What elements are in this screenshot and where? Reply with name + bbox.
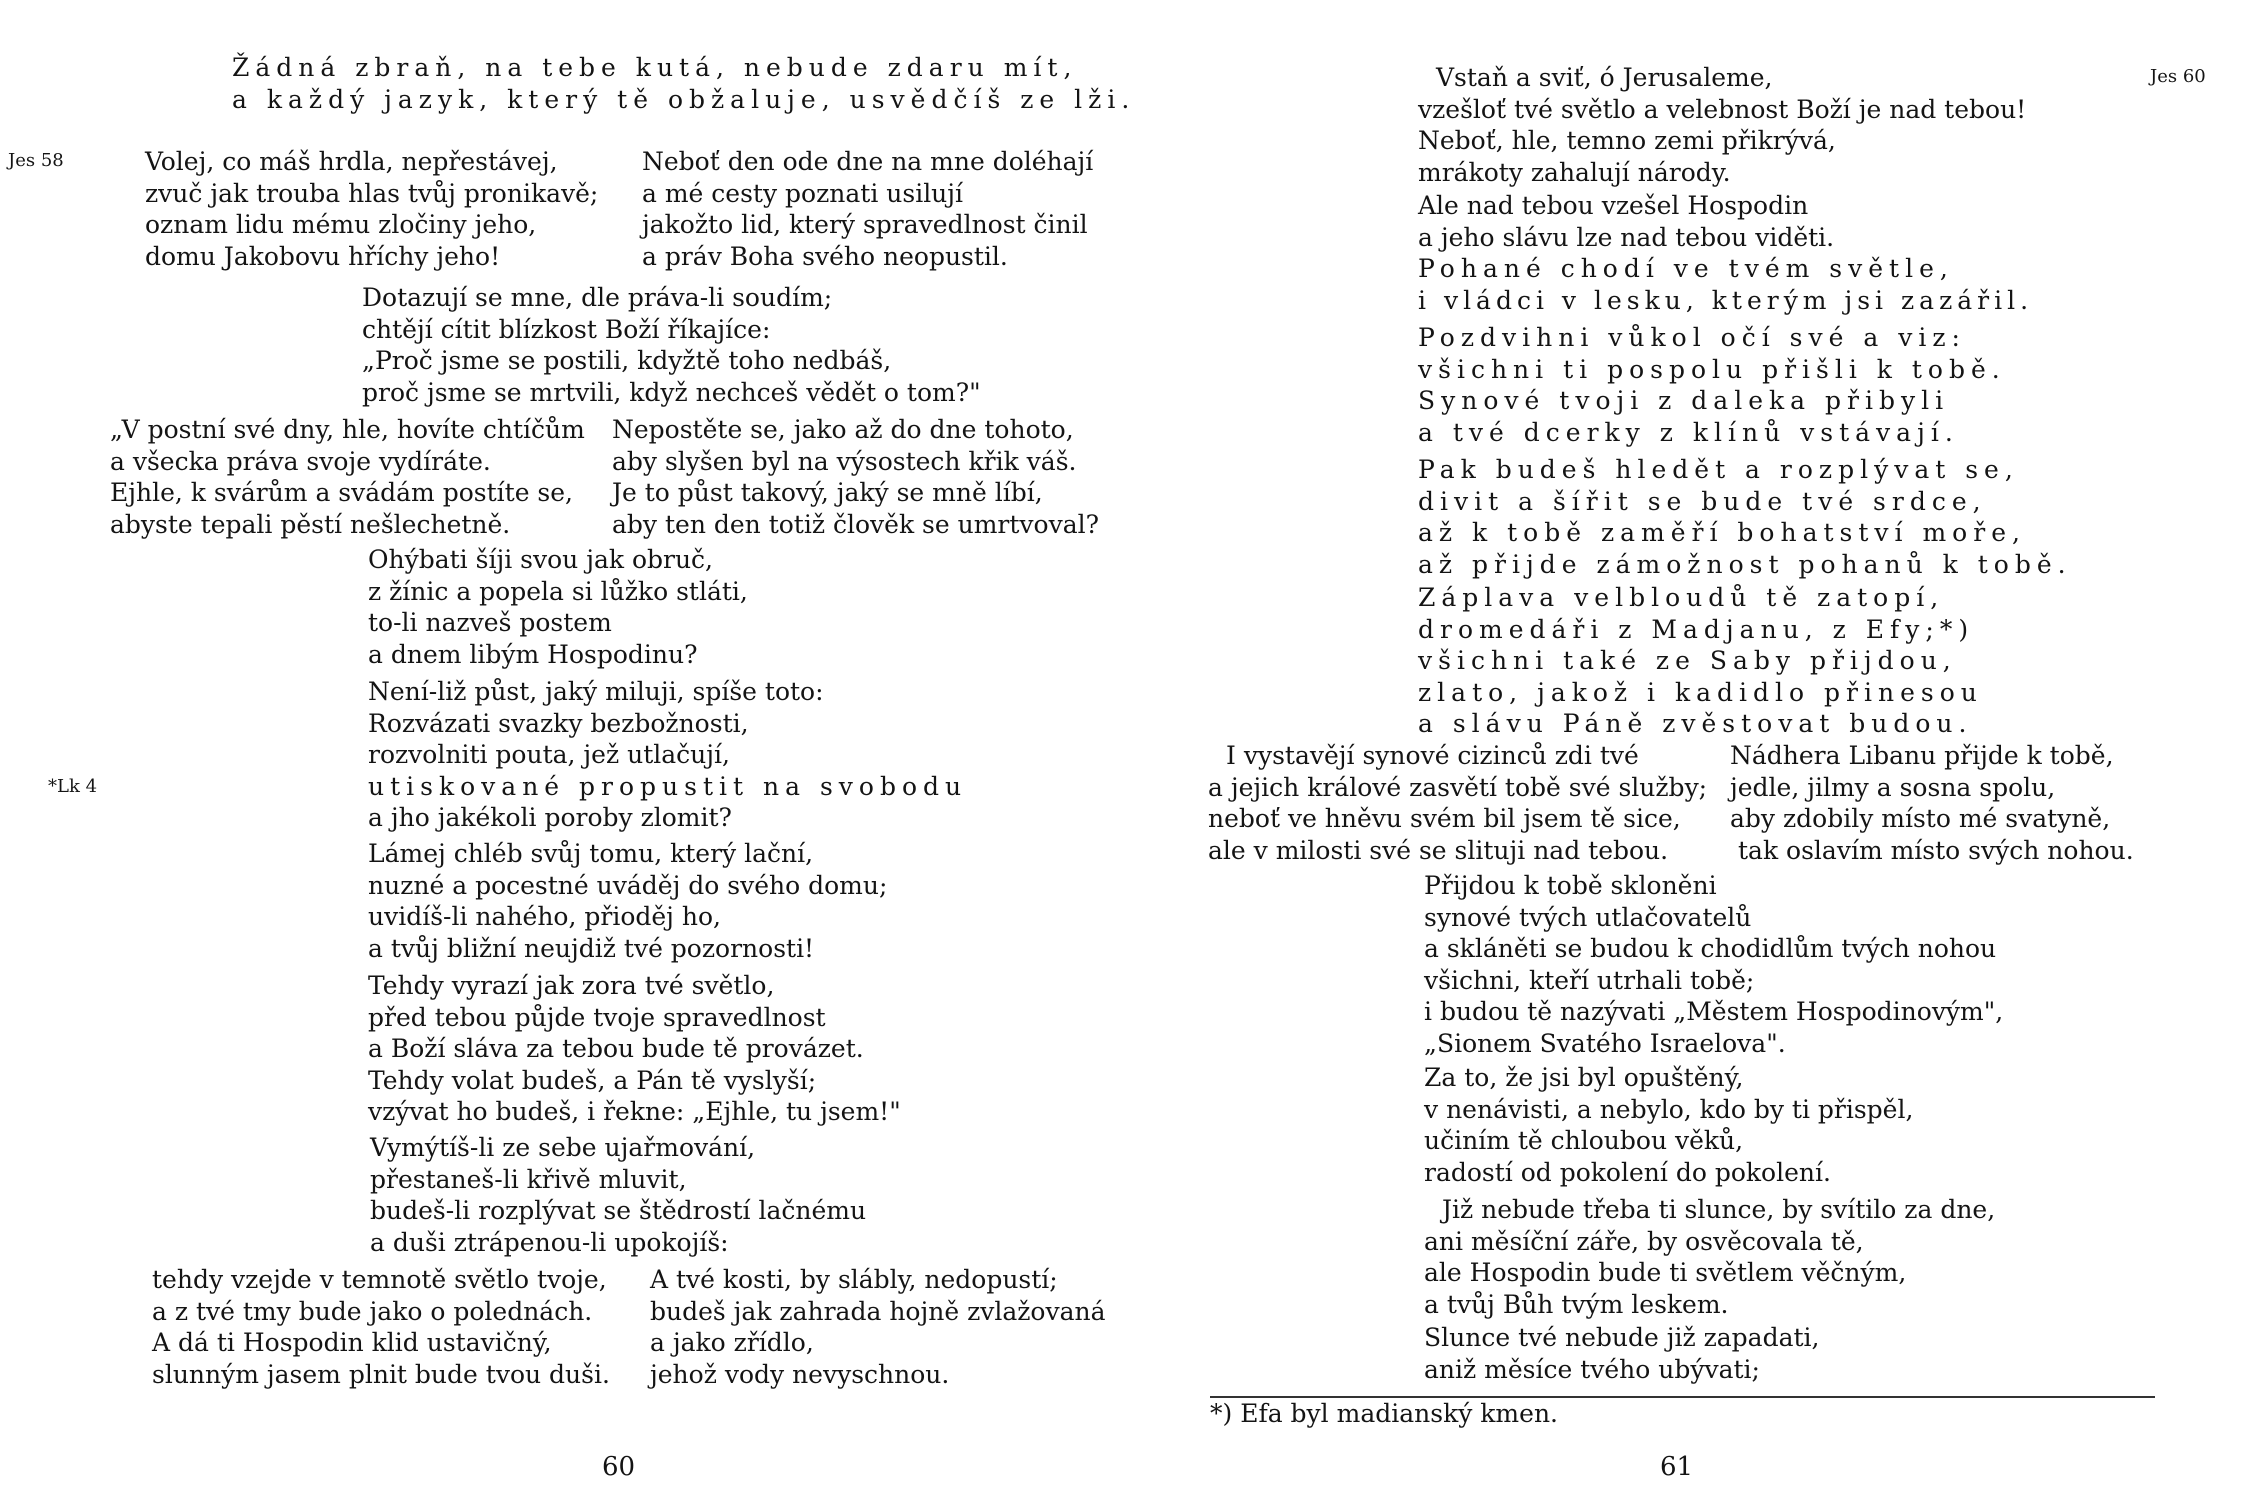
verse-line: a skláněti se budou k chodidlům tvých nohou [1424, 934, 1997, 963]
verse-line: učiním tě chloubou věků, [1424, 1126, 1744, 1155]
verse-line: přestaneš-li křivě mluvit, [370, 1164, 687, 1194]
margin-ref-jes60: Jes 60 [2150, 66, 2206, 87]
verse-line: i budou tě nazývati „Městem Hospodinovým", [1424, 997, 2004, 1026]
verse-line: domu Jakobovu hříchy jeho! [145, 241, 501, 271]
stanza [642, 146, 1093, 272]
verse-line: abyste tepali pěstí nešlechetně. [110, 509, 511, 539]
verse-line: Již nebude třeba ti slunce, by svítilo za dne, [1442, 1195, 1996, 1224]
verse-line: Záplava velbloudů tě zatopí, [1418, 583, 1945, 612]
verse-line: ale Hospodin bude ti světlem věčným, [1424, 1258, 1907, 1287]
stanza [1730, 740, 2134, 866]
stanza [368, 676, 967, 834]
verse-line: rozvolniti pouta, jež utlačují, [368, 740, 730, 769]
verse-line: až k tobě zaměří bohatství moře, [1418, 518, 2026, 547]
stanza [1424, 1322, 1819, 1385]
verse-line: všichni ti pospolu přišli k tobě. [1418, 354, 2006, 384]
stanza [362, 282, 981, 408]
verse-line: tak oslavím místo svých nohou. [1738, 835, 2134, 865]
verse-line: a všecka práva svoje vydíráte. [110, 446, 491, 476]
stanza [152, 1264, 610, 1390]
verse-line: A tvé kosti, by slábly, nedopustí; [650, 1265, 1058, 1294]
verse-line: „Sionem Svatého Israelova". [1424, 1028, 1786, 1058]
verse-line: Ejhle, k svárům a svádám postíte se, [110, 478, 574, 507]
verse-line: a Boží sláva za tebou bude tě provázet. [368, 1034, 864, 1063]
verse-line: a tvé dcerky z klínů vstávají. [1418, 417, 1959, 447]
margin-ref-jes58: Jes 58 [8, 150, 64, 171]
stanza [1424, 1194, 1995, 1320]
verse-line: před tebou půjde tvoje spravedlnost [368, 1002, 826, 1032]
stanza [232, 52, 1135, 115]
verse-line: až přijde zámožnost pohanů k tobě. [1418, 549, 2072, 579]
verse-line: aby zdobily místo mé svatyně, [1730, 804, 2111, 833]
verse-line: a slávu Páně zvěstovat budou. [1418, 709, 1973, 738]
verse-line: vzývat ho budeš, i řekne: „Ejhle, tu jsem!" [368, 1097, 901, 1126]
verse-line: aby slyšen byl na výsostech křik váš. [612, 446, 1077, 476]
verse-line: Za to, že jsi byl opuštěný, [1424, 1063, 1744, 1092]
stanza [1418, 582, 1983, 740]
verse-line: A dá ti Hospodin klid ustavičný, [152, 1328, 552, 1357]
verse-line: Dotazují se mne, dle práva-li soudím; [362, 283, 833, 312]
verse-line: radostí od pokolení do pokolení. [1424, 1157, 1831, 1187]
verse-line: tehdy vzejde v temnotě světlo tvoje, [152, 1265, 607, 1294]
verse-line: utiskované propustit na svobodu [368, 771, 968, 801]
verse-line: „V postní své dny, hle, hovíte chtíčům [110, 415, 585, 444]
verse-line: i vládci v lesku, kterým jsi zazářil. [1418, 285, 2034, 315]
stanza [1208, 740, 1707, 866]
verse-line: nuzné a pocestné uváděj do svého domu; [368, 870, 888, 900]
verse-line: Volej, co máš hrdla, nepřestávej, [145, 147, 558, 176]
verse-line: a dnem libým Hospodinu? [368, 639, 698, 669]
verse-line: Není-liž půst, jaký miluji, spíše toto: [368, 677, 824, 706]
verse-line: všichni také ze Saby přijdou, [1418, 646, 1957, 675]
verse-line: zlato, jakož i kadidlo přinesou [1418, 677, 1983, 707]
verse-line: z žínic a popela si lůžko stláti, [368, 576, 748, 606]
stanza [1418, 62, 2026, 188]
verse-line: a jeho slávu lze nad tebou viděti. [1418, 222, 1835, 252]
footnote: *) Efa byl madianský kmen. [1210, 1399, 1558, 1428]
verse-line: I vystavějí synové cizinců zdi tvé [1226, 741, 1639, 770]
verse-line: slunným jasem plnit bude tvou duši. [152, 1359, 610, 1389]
verse-line: Pohané chodí ve tvém světle, [1418, 254, 1954, 283]
verse-line: aniž měsíce tvého ubývati; [1424, 1354, 1760, 1384]
stanza [368, 544, 748, 670]
verse-line: jakožto lid, který spravedlnost činil [642, 210, 1088, 239]
verse-line: Pozdvihni vůkol očí své a viz: [1418, 323, 1966, 352]
stanza [368, 970, 901, 1128]
stanza [370, 1132, 866, 1258]
verse-line: a jho jakékoli poroby zlomit? [368, 803, 732, 832]
verse-line: Pak budeš hledět a rozplývat se, [1418, 455, 2019, 484]
verse-line: aby ten den totiž člověk se umrtvoval? [612, 509, 1100, 539]
verse-line: „Proč jsme se postili, kdyžtě toho nedbáš, [362, 346, 892, 375]
stanza [1418, 322, 2006, 448]
verse-line: a jako zřídlo, [650, 1328, 814, 1357]
stanza [612, 414, 1099, 540]
verse-line: a mé cesty poznati usilují [642, 178, 964, 208]
verse-line: Žádná zbraň, na tebe kutá, nebude zdaru mít, [232, 53, 1078, 82]
stanza [368, 838, 887, 964]
verse-line: chtějí cítit blízkost Boží říkajíce: [362, 314, 771, 344]
verse-line: Rozvázati svazky bezbožnosti, [368, 708, 749, 738]
verse-line: jehož vody nevyschnou. [650, 1359, 950, 1389]
verse-line: Neboť den ode dne na mne doléhají [642, 147, 1094, 176]
verse-line: Je to půst takový, jaký se mně líbí, [612, 478, 1043, 507]
margin-ref-lk4: *Lk 4 [48, 776, 98, 797]
verse-line: Synové tvoji z daleka přibyli [1418, 386, 1950, 415]
page-number-right: 61 [1660, 1452, 1694, 1482]
verse-line: neboť ve hněvu svém bil jsem tě sice, [1208, 804, 1681, 833]
stanza [110, 414, 585, 540]
verse-line: mrákoty zahalují národy. [1418, 157, 1731, 187]
verse-line: Lámej chléb svůj tomu, který lační, [368, 839, 814, 868]
verse-line: v nenávisti, a nebylo, kdo by ti přispěl, [1424, 1094, 1914, 1124]
verse-line: Slunce tvé nebude již zapadati, [1424, 1323, 1820, 1352]
stanza [1418, 454, 2072, 580]
stanza [1424, 870, 2003, 1059]
verse-line: Nepostěte se, jako až do dne tohoto, [612, 415, 1074, 444]
verse-line: uvidíš-li nahého, přioděj ho, [368, 902, 721, 931]
verse-line: a tvůj bližní neujdiž tvé pozornosti! [368, 933, 815, 963]
verse-line: proč jsme se mrtvili, když nechceš vědět o tom?" [362, 377, 981, 407]
verse-line: Tehdy vyrazí jak zora tvé světlo, [368, 971, 775, 1000]
verse-line: a každý jazyk, který tě obžaluje, usvědčíš ze lži. [232, 84, 1136, 114]
verse-line: Přijdou k tobě skloněni [1424, 871, 1717, 900]
verse-line: Tehdy volat budeš, a Pán tě vyslyší; [368, 1065, 817, 1095]
verse-line: a práv Boha svého neopustil. [642, 241, 1008, 271]
verse-line: a jejich králové zasvětí tobě své služby; [1208, 772, 1708, 802]
verse-line: Ale nad tebou vzešel Hospodin [1418, 191, 1809, 220]
verse-line: oznam lidu mému zločiny jeho, [145, 210, 537, 239]
verse-line: synové tvých utlačovatelů [1424, 902, 1752, 932]
verse-line: všichni, kteří utrhali tobě; [1424, 965, 1755, 995]
verse-line: divit a šířit se bude tvé srdce, [1418, 486, 1987, 516]
stanza [1418, 190, 2033, 316]
verse-line: ale v milosti své se slituji nad tebou. [1208, 835, 1669, 865]
stanza [650, 1264, 1106, 1390]
verse-line: zvuč jak trouba hlas tvůj pronikavě; [145, 178, 599, 208]
verse-line: budeš-li rozplývat se štědrostí lačnému [370, 1196, 867, 1225]
verse-line: jedle, jilmy a sosna spolu, [1730, 772, 2056, 802]
verse-line: Vymýtíš-li ze sebe ujařmování, [370, 1133, 756, 1162]
stanza [1424, 1062, 1913, 1188]
verse-line: dromedáři z Madjanu, z Efy;*) [1418, 614, 1975, 644]
verse-line: Ohýbati šíji svou jak obruč, [368, 545, 713, 574]
verse-line: a z tvé tmy bude jako o polednách. [152, 1296, 593, 1326]
verse-line: vzešloť tvé světlo a velebnost Boží je nad tebou! [1418, 94, 2027, 124]
stanza [145, 146, 598, 272]
verse-line: Vstaň a sviť, ó Jerusaleme, [1436, 63, 1773, 92]
verse-line: a tvůj Bůh tvým leskem. [1424, 1289, 1729, 1319]
verse-line: ani měsíční záře, by osvěcovala tě, [1424, 1226, 1864, 1256]
verse-line: Neboť, hle, temno zemi přikrývá, [1418, 126, 1836, 155]
verse-line: Nádhera Libanu přijde k tobě, [1730, 741, 2114, 770]
page-number-left: 60 [602, 1452, 636, 1482]
verse-line: to-li nazveš postem [368, 608, 612, 637]
verse-line: a duši ztrápenou-li upokojíš: [370, 1227, 729, 1257]
verse-line: budeš jak zahrada hojně zvlažovaná [650, 1296, 1106, 1326]
